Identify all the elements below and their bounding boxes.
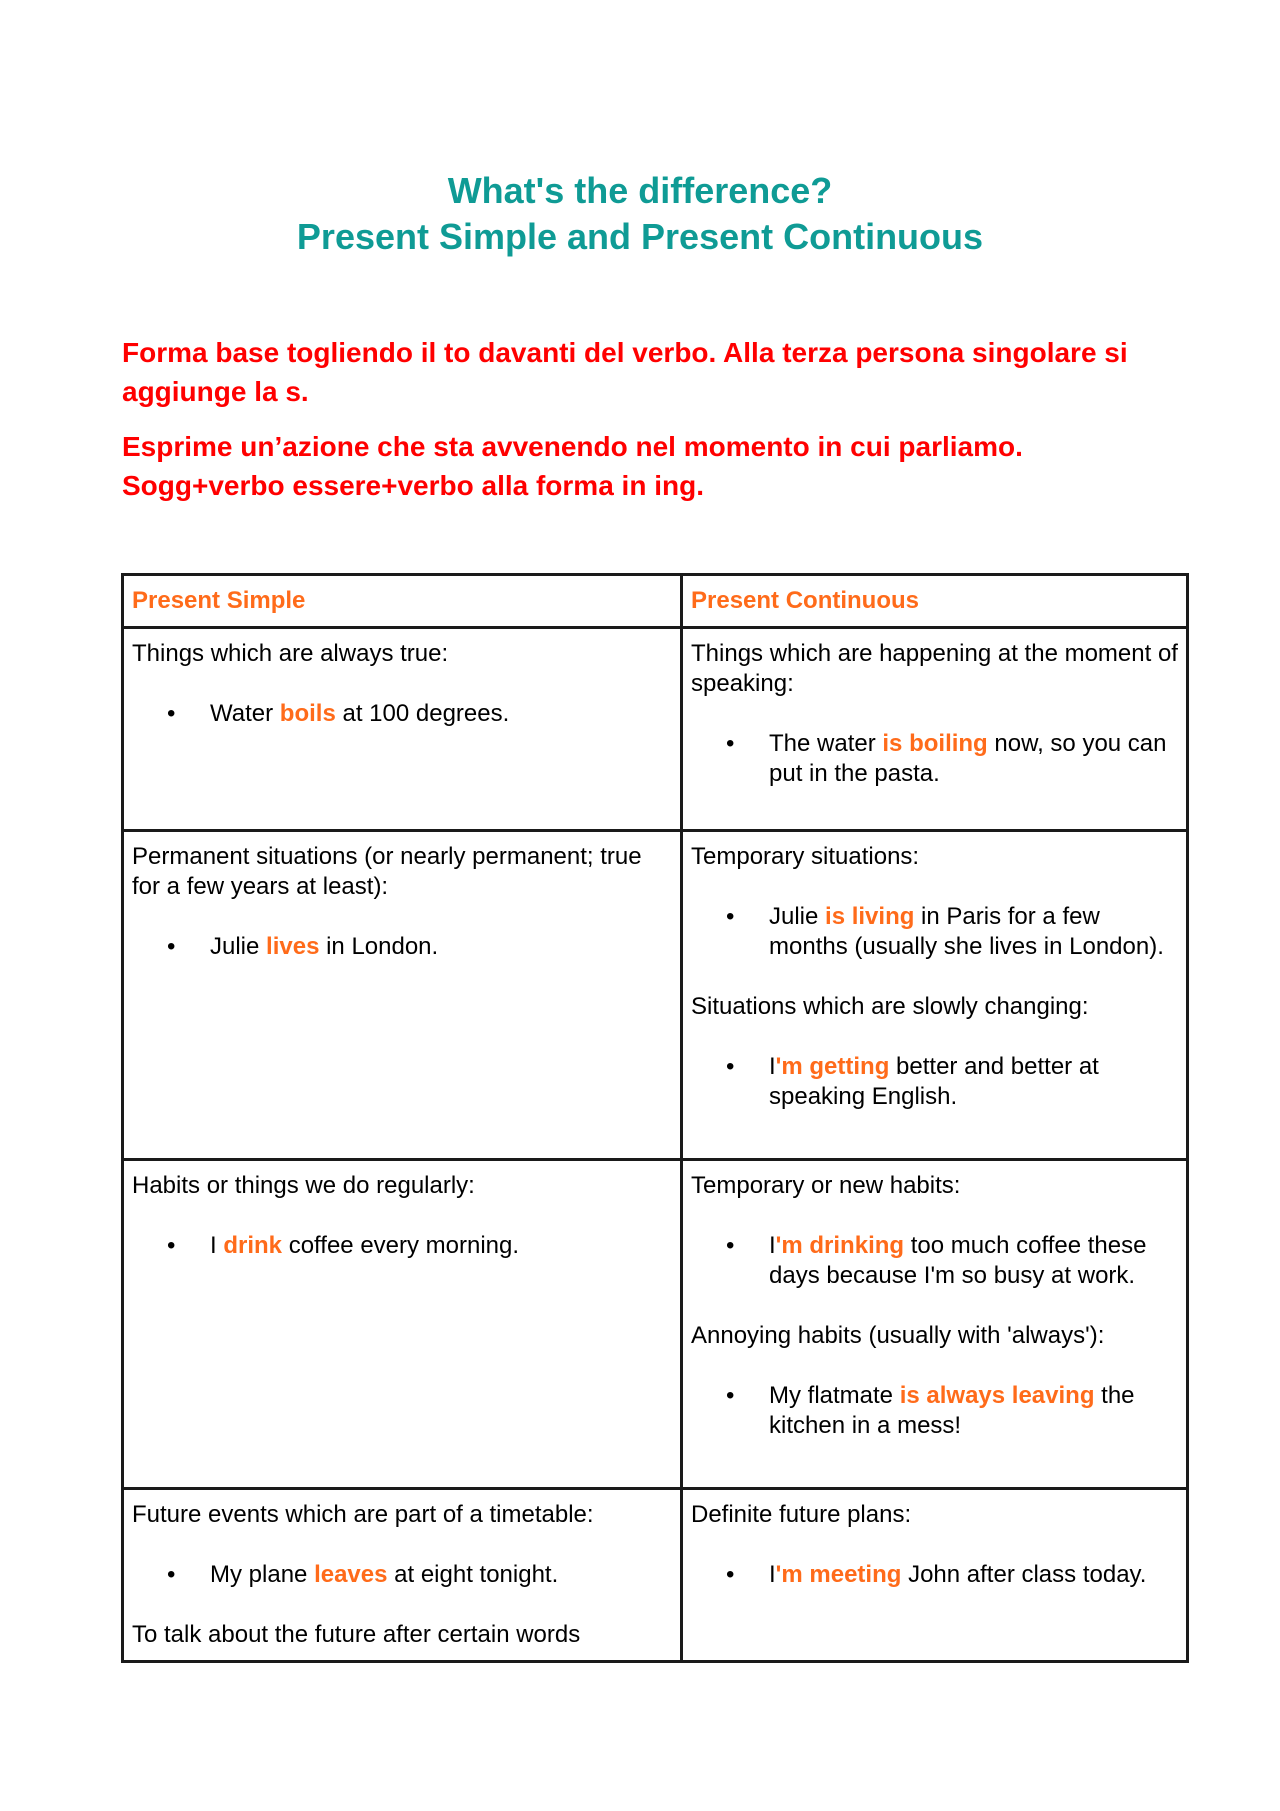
page-title (0, 168, 1280, 260)
cell-label: Situations which are slowly changing: (691, 993, 1089, 1020)
example-item (210, 1231, 672, 1261)
example-text: too much coffee these days because I'm so busy at work. (769, 1232, 1147, 1289)
cell-label: Annoying habits (usually with 'always'): (691, 1322, 1105, 1349)
example-text: better and better at speaking English. (769, 1053, 1099, 1110)
example-text: Julie (210, 933, 267, 960)
verb-highlight: is living (825, 903, 915, 930)
example-item (210, 699, 672, 729)
table-cell-simple (123, 1489, 682, 1662)
example-text: Julie (769, 903, 826, 930)
example-text: Water (210, 700, 280, 727)
intro-paragraph-present-simple: Forma base togliendo il to davanti del verbo. Alla terza persona singolare si aggiunge la s. (122, 337, 1128, 407)
example-text: The water (769, 730, 883, 757)
intro-paragraph-present-continuous: Esprime un’azione che sta avvenendo nel momento in cui parliamo. Sogg+verbo essere+verbo alla forma in ing. (122, 431, 1023, 501)
comparison-table (121, 573, 1189, 1663)
verb-highlight: boils (279, 700, 336, 727)
example-list (691, 1231, 1178, 1291)
verb-highlight: drink (223, 1232, 283, 1259)
example-text: in London. (319, 933, 439, 960)
example-item (769, 729, 1178, 789)
example-text: at 100 degrees. (335, 700, 510, 727)
example-list (132, 699, 672, 729)
table-cell-simple (123, 628, 682, 831)
table-cell-simple (123, 831, 682, 1160)
example-list (132, 1560, 672, 1590)
example-list (132, 932, 672, 962)
verb-highlight: lives (266, 933, 320, 960)
verb-highlight: 'm getting (775, 1053, 890, 1080)
table-header-row (123, 575, 1188, 628)
example-list (691, 902, 1178, 962)
table-row (123, 831, 1188, 1160)
example-item (769, 1560, 1178, 1590)
cell-label: Temporary situations: (691, 843, 920, 870)
cell-label: Temporary or new habits: (691, 1172, 961, 1199)
example-text: the kitchen in a mess! (769, 1382, 1135, 1439)
example-text: coffee every morning. (282, 1232, 520, 1259)
verb-highlight: 'm meeting (775, 1561, 902, 1588)
title-line-1: What's the difference? (447, 170, 833, 211)
table-row (123, 628, 1188, 831)
table-row (123, 1489, 1188, 1662)
example-text: I (769, 1561, 776, 1588)
example-text: My flatmate (769, 1382, 900, 1409)
example-list (691, 1381, 1178, 1441)
cell-label: Definite future plans: (691, 1501, 912, 1528)
cell-label: Things which are always true: (132, 640, 449, 667)
example-text: in Paris for a few months (usually she lives in London). (769, 903, 1164, 960)
example-item (769, 1052, 1178, 1112)
example-list (691, 1052, 1178, 1112)
example-text: at eight tonight. (387, 1561, 559, 1588)
example-text: now, so you can put in the pasta. (769, 730, 1167, 787)
example-text: I (210, 1232, 224, 1259)
header-present-simple: Present Simple (123, 575, 682, 628)
verb-highlight: is always leaving (899, 1382, 1095, 1409)
cell-label: Permanent situations (or nearly permanent; true for a few years at least): (132, 843, 642, 900)
verb-highlight: 'm drinking (775, 1232, 905, 1259)
example-list (691, 1560, 1178, 1590)
verb-highlight: is boiling (882, 730, 988, 757)
title-line-2: Present Simple and Present Continuous (296, 216, 984, 257)
table-cell-simple (123, 1160, 682, 1489)
table-cell-continuous (682, 831, 1188, 1160)
example-item (769, 1381, 1178, 1441)
example-text: I (769, 1232, 776, 1259)
table-row (123, 1160, 1188, 1489)
cell-label: To talk about the future after certain words (132, 1621, 581, 1648)
example-text: My plane (210, 1561, 315, 1588)
example-item (210, 1560, 672, 1590)
verb-highlight: leaves (314, 1561, 388, 1588)
example-text: John after class today. (901, 1561, 1147, 1588)
cell-label: Habits or things we do regularly: (132, 1172, 475, 1199)
table-cell-continuous (682, 1489, 1188, 1662)
example-item (769, 1231, 1178, 1291)
cell-label: Things which are happening at the moment of speaking: (691, 640, 1178, 697)
table-cell-continuous (682, 1160, 1188, 1489)
example-list (132, 1231, 672, 1261)
example-list (691, 729, 1178, 789)
cell-label: Future events which are part of a timetable: (132, 1501, 594, 1528)
example-item (769, 902, 1178, 962)
example-text: I (769, 1053, 776, 1080)
example-item (210, 932, 672, 962)
table-cell-continuous (682, 628, 1188, 831)
header-present-continuous: Present Continuous (682, 575, 1188, 628)
